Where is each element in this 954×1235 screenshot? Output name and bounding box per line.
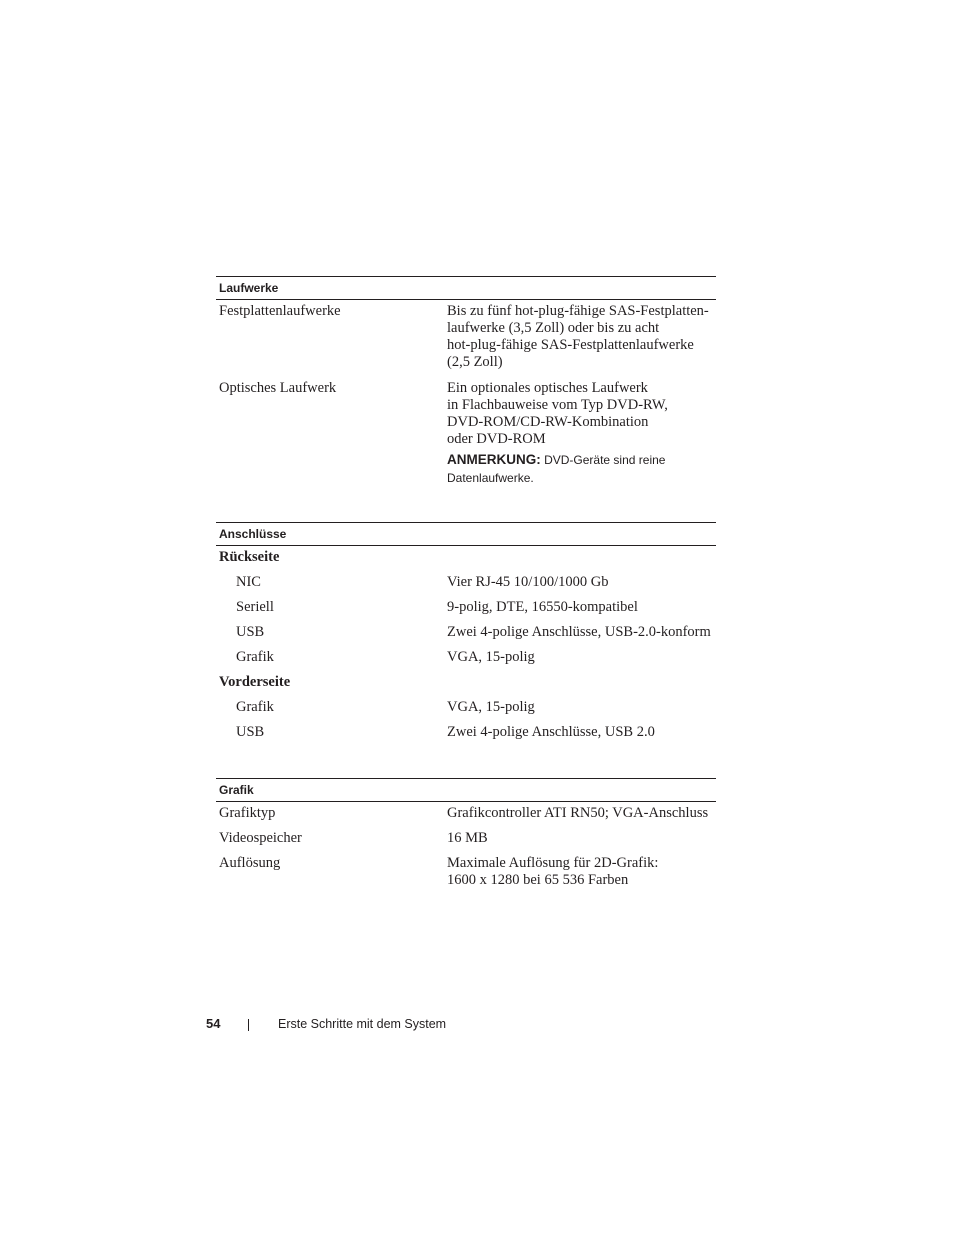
footer-separator [248,1019,249,1031]
spec-row-aufloesung [216,855,716,895]
spec-value-line: Ein optionales optisches Laufwerk [447,380,648,396]
spec-row-nic [216,574,716,599]
spec-value [447,855,715,889]
spec-value [447,805,715,822]
spec-value: VGA, 15-polig [447,649,535,665]
spec-value-line: 16 MB [447,830,488,846]
spec-row-seriell [216,599,716,624]
spec-row-optisches-laufwerk [216,380,716,452]
spec-label: NIC [236,574,261,590]
spec-label: Grafik [236,649,274,665]
section-anschluesse [216,522,716,749]
spec-label: Optisches Laufwerk [219,380,337,396]
spec-label: Auflösung [219,855,281,871]
group-label: Rückseite [219,549,280,565]
spec-value-line: Maximale Auflösung für 2D-Grafik: [447,855,659,871]
spec-value: Zwei 4-polige Anschlüsse, USB 2.0 [447,724,655,740]
spec-row-grafiktyp [216,805,716,830]
spec-label: Grafik [236,699,274,715]
spec-value: 9-polig, DTE, 16550-kompatibel [447,599,638,615]
group-row-rueckseite [216,549,716,574]
spec-row-videospeicher [216,830,716,855]
section-title-grafik: Grafik [216,778,716,802]
spec-value-line: Grafikcontroller ATI RN50; VGA-Anschluss [447,805,709,821]
spec-value-line: laufwerke (3,5 Zoll) oder bis zu acht [447,320,660,336]
spec-row-grafik-rear [216,649,716,674]
section-title-anschluesse: Anschlüsse [216,522,716,546]
spec-row-festplattenlaufwerke [216,303,716,380]
note-text: DVD-Geräte sind reine [540,453,666,467]
spec-value [447,303,715,371]
spec-value-line: DVD-ROM/CD-RW-Kombination [447,414,649,430]
spec-value-line: Bis zu fünf hot-plug-fähige SAS-Festplatten- [447,303,709,319]
spec-row-usb-front [216,724,716,749]
page-number: 54 [206,1016,221,1031]
spec-value: Zwei 4-polige Anschlüsse, USB-2.0-konform [447,624,711,640]
spec-label: Videospeicher [219,830,302,846]
group-row-vorderseite [216,674,716,699]
section-grafik [216,778,716,895]
spec-row-grafik-front [216,699,716,724]
section-title-laufwerke: Laufwerke [216,276,716,300]
note-text: Datenlaufwerke. [447,471,534,485]
spec-label: Grafiktyp [219,805,276,821]
spec-value-line: hot-plug-fähige SAS-Festplattenlaufwerke [447,337,694,353]
spec-value [447,380,715,448]
note-label: ANMERKUNG: [447,452,541,467]
group-label: Vorderseite [219,674,291,690]
spec-label: USB [236,624,265,640]
spec-row-usb-rear [216,624,716,649]
spec-value-line: oder DVD-ROM [447,431,546,447]
spec-value-line: 1600 x 1280 bei 65 536 Farben [447,872,629,888]
spec-value-line: in Flachbauweise vom Typ DVD-RW, [447,397,668,413]
spec-label: Seriell [236,599,274,615]
footer-title: Erste Schritte mit dem System [278,1017,447,1031]
spec-value: VGA, 15-polig [447,699,535,715]
spec-value [447,830,715,847]
spec-label: USB [236,724,265,740]
spec-value: Vier RJ-45 10/100/1000 Gb [447,574,609,590]
section-laufwerke [216,276,716,485]
note-box [447,451,715,487]
spec-value-line: (2,5 Zoll) [447,354,503,370]
spec-label: Festplattenlaufwerke [219,303,341,319]
